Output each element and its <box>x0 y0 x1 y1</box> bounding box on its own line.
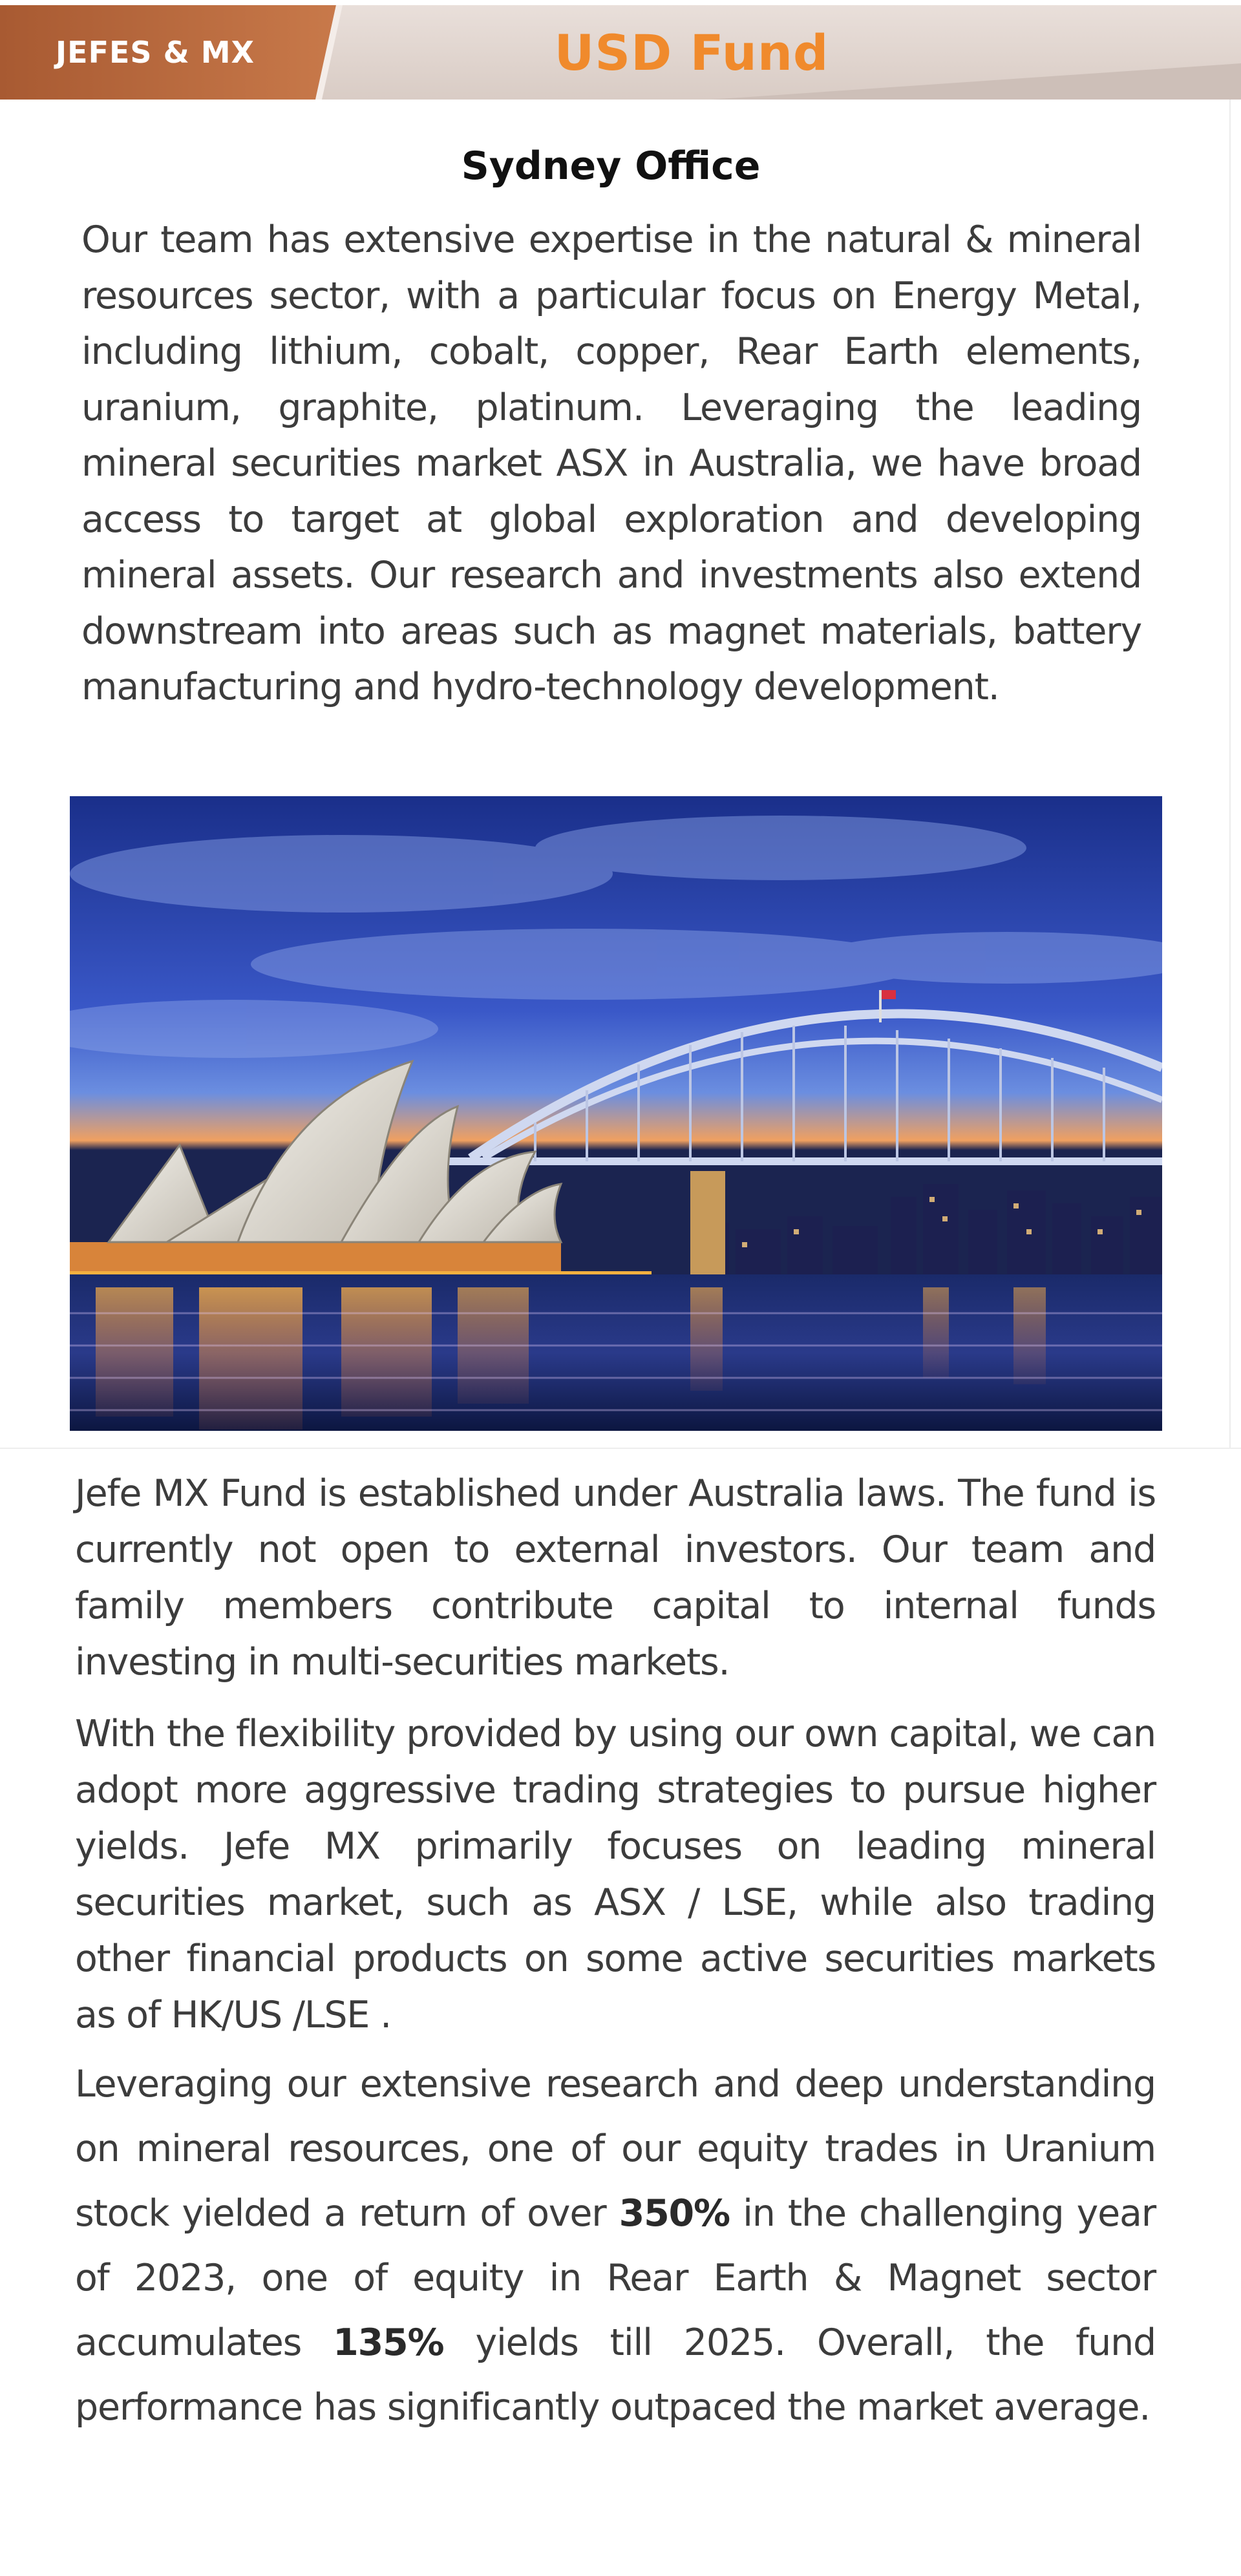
fund-establishment-paragraph: Jefe MX Fund is established under Australia laws. The fund is currently not open to external investors. Our team and family members contribute capital to internal funds investing in multi-securities markets. <box>75 1472 1156 1684</box>
rare-earth-return-value: 135% <box>333 2321 444 2364</box>
header-banner <box>0 5 1241 100</box>
performance-text-2: in the challenging year of 2023, one of equity in Rear Earth & Magnet sector accumulates <box>75 2192 1156 2364</box>
sydney-harbour-photo <box>70 796 1162 1431</box>
brand-label: JEFES & MX <box>56 35 255 70</box>
performance-text-1: Leveraging our extensive research and deep understanding on mineral resources, one of our equity trades in Uranium stock yielded a return of over <box>75 2063 1156 2235</box>
bridge-pylon <box>690 1171 725 1274</box>
section-divider <box>0 1448 1241 1449</box>
page-title: USD Fund <box>554 23 829 81</box>
performance-paragraph <box>75 2052 1156 2440</box>
flag <box>882 990 896 999</box>
uranium-return-value: 350% <box>619 2192 730 2235</box>
sydney-illustration <box>70 796 1162 1431</box>
flag-pole <box>879 990 882 1022</box>
performance-text-3: yields till 2025. Overall, the fund performance has significantly outpaced the market average. <box>75 2321 1156 2429</box>
section-title: Sydney Office <box>461 143 761 189</box>
trading-strategy-paragraph: With the flexibility provided by using our own capital, we can adopt more aggressive trading strategies to pursue higher yields. Jefe MX primarily focuses on leading mineral securities market, such as ASX / LSE, while also trading other financial products on some active securities markets as of HK/US /LSE . <box>75 1713 1156 2036</box>
intro-paragraph: Our team has extensive expertise in the natural & mineral resources sector, with a particular focus on Energy Metal, including lithium, cobalt, copper, Rear Earth elements, uranium, graphite, platinum. Leveraging the leading mineral securities market ASX in Australia, we have broad access to target at global exploration and developing mineral assets. Our research and investments also extend downstream into areas such as magnet materials, battery manufacturing and hydro-technology development. <box>81 218 1141 708</box>
side-divider <box>1229 100 1231 1448</box>
